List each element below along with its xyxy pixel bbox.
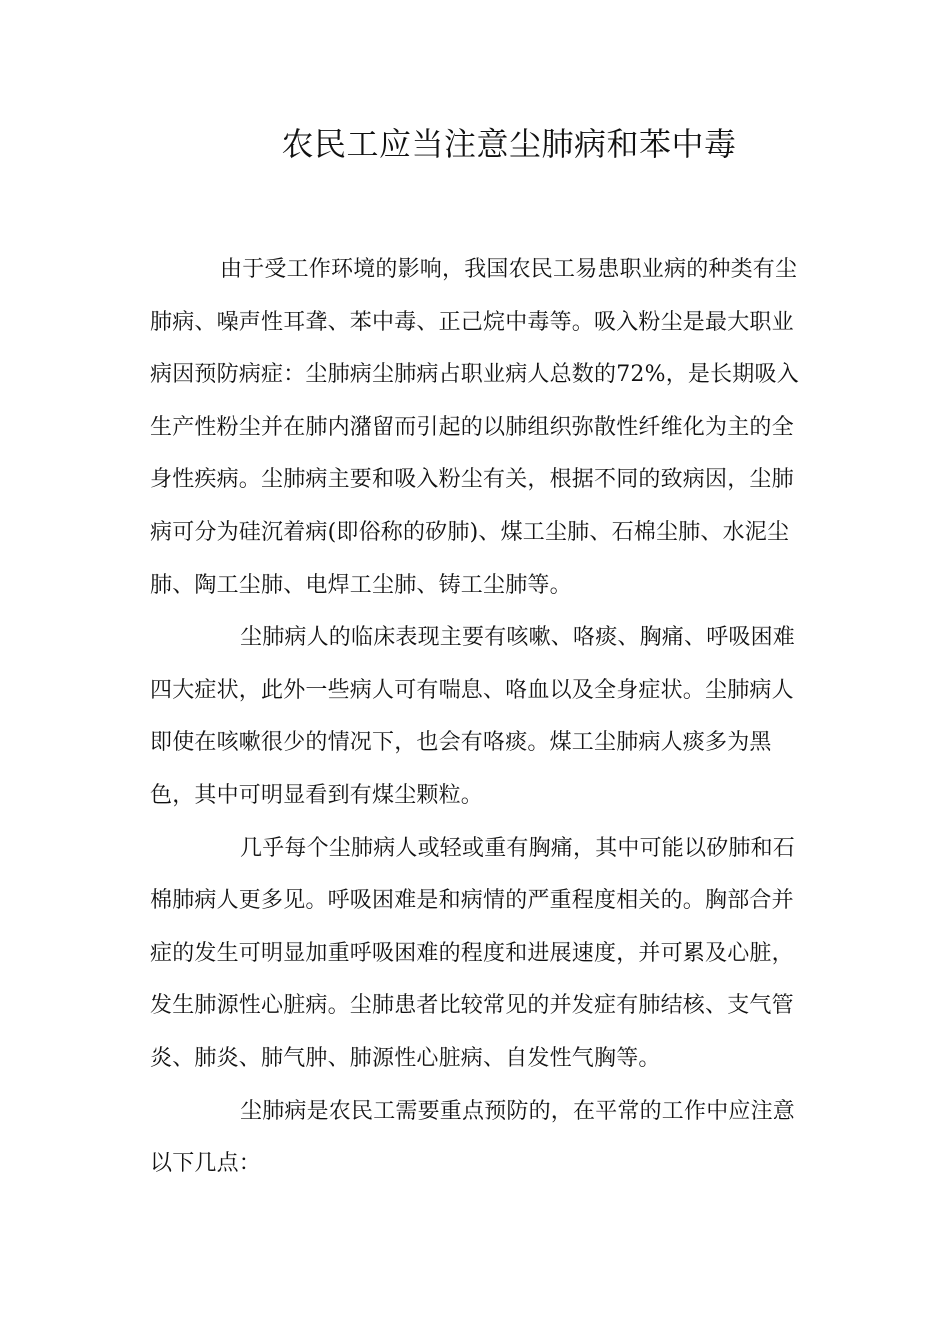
paragraph-3 <box>150 823 800 1086</box>
text-line: 以下几点： <box>150 1151 262 1177</box>
text-line: 病可分为硅沉着病(即俗称的矽肺)、煤工尘肺、石棉尘肺、水泥尘 <box>150 519 790 545</box>
text-line: 即使在咳嗽很少的情况下，也会有咯痰。煤工尘肺病人痰多为黑 <box>150 730 772 756</box>
text-line: 炎、肺炎、肺气肿、肺源性心脏病、自发性气胸等。 <box>150 1045 661 1071</box>
paragraph-2 <box>150 612 800 822</box>
text-line: 生产性粉尘并在肺内潴留而引起的以肺组织弥散性纤维化为主的全 <box>150 414 794 440</box>
text-line: 四大症状，此外一些病人可有喘息、咯血以及全身症状。尘肺病人 <box>150 677 794 703</box>
text-line: 尘肺病是农民工需要重点预防的，在平常的工作中应注意 <box>240 1098 796 1124</box>
text-line: 发生肺源性心脏病。尘肺患者比较常见的并发症有肺结核、支气管 <box>150 993 794 1019</box>
text-line: 病因预防病症：尘肺病尘肺病占职业病人总数的72%，是长期吸入 <box>150 362 799 388</box>
text-line: 肺、陶工尘肺、电焊工尘肺、铸工尘肺等。 <box>150 572 572 598</box>
document-title: 农民工应当注意尘肺病和苯中毒 <box>281 125 737 163</box>
text-line: 几乎每个尘肺病人或轻或重有胸痛，其中可能以矽肺和石 <box>240 835 796 861</box>
paragraph-1 <box>150 244 800 612</box>
text-line: 棉肺病人更多见。呼吸困难是和病情的严重程度相关的。胸部合并 <box>150 888 794 914</box>
text-line: 尘肺病人的临床表现主要有咳嗽、咯痰、胸痛、呼吸困难 <box>240 625 796 651</box>
paragraph-4 <box>150 1086 800 1191</box>
document-body <box>150 244 800 1191</box>
text-line: 色，其中可明显看到有煤尘颗粒。 <box>150 782 484 808</box>
text-line: 身性疾病。尘肺病主要和吸入粉尘有关，根据不同的致病因，尘肺 <box>150 467 794 493</box>
text-line: 症的发生可明显加重呼吸困难的程度和进展速度，并可累及心脏， <box>150 940 794 966</box>
text-line: 由于受工作环境的影响，我国农民工易患职业病的种类有尘 <box>220 257 798 282</box>
text-line: 肺病、噪声性耳聋、苯中毒、正己烷中毒等。吸入粉尘是最大职业 <box>150 309 794 335</box>
